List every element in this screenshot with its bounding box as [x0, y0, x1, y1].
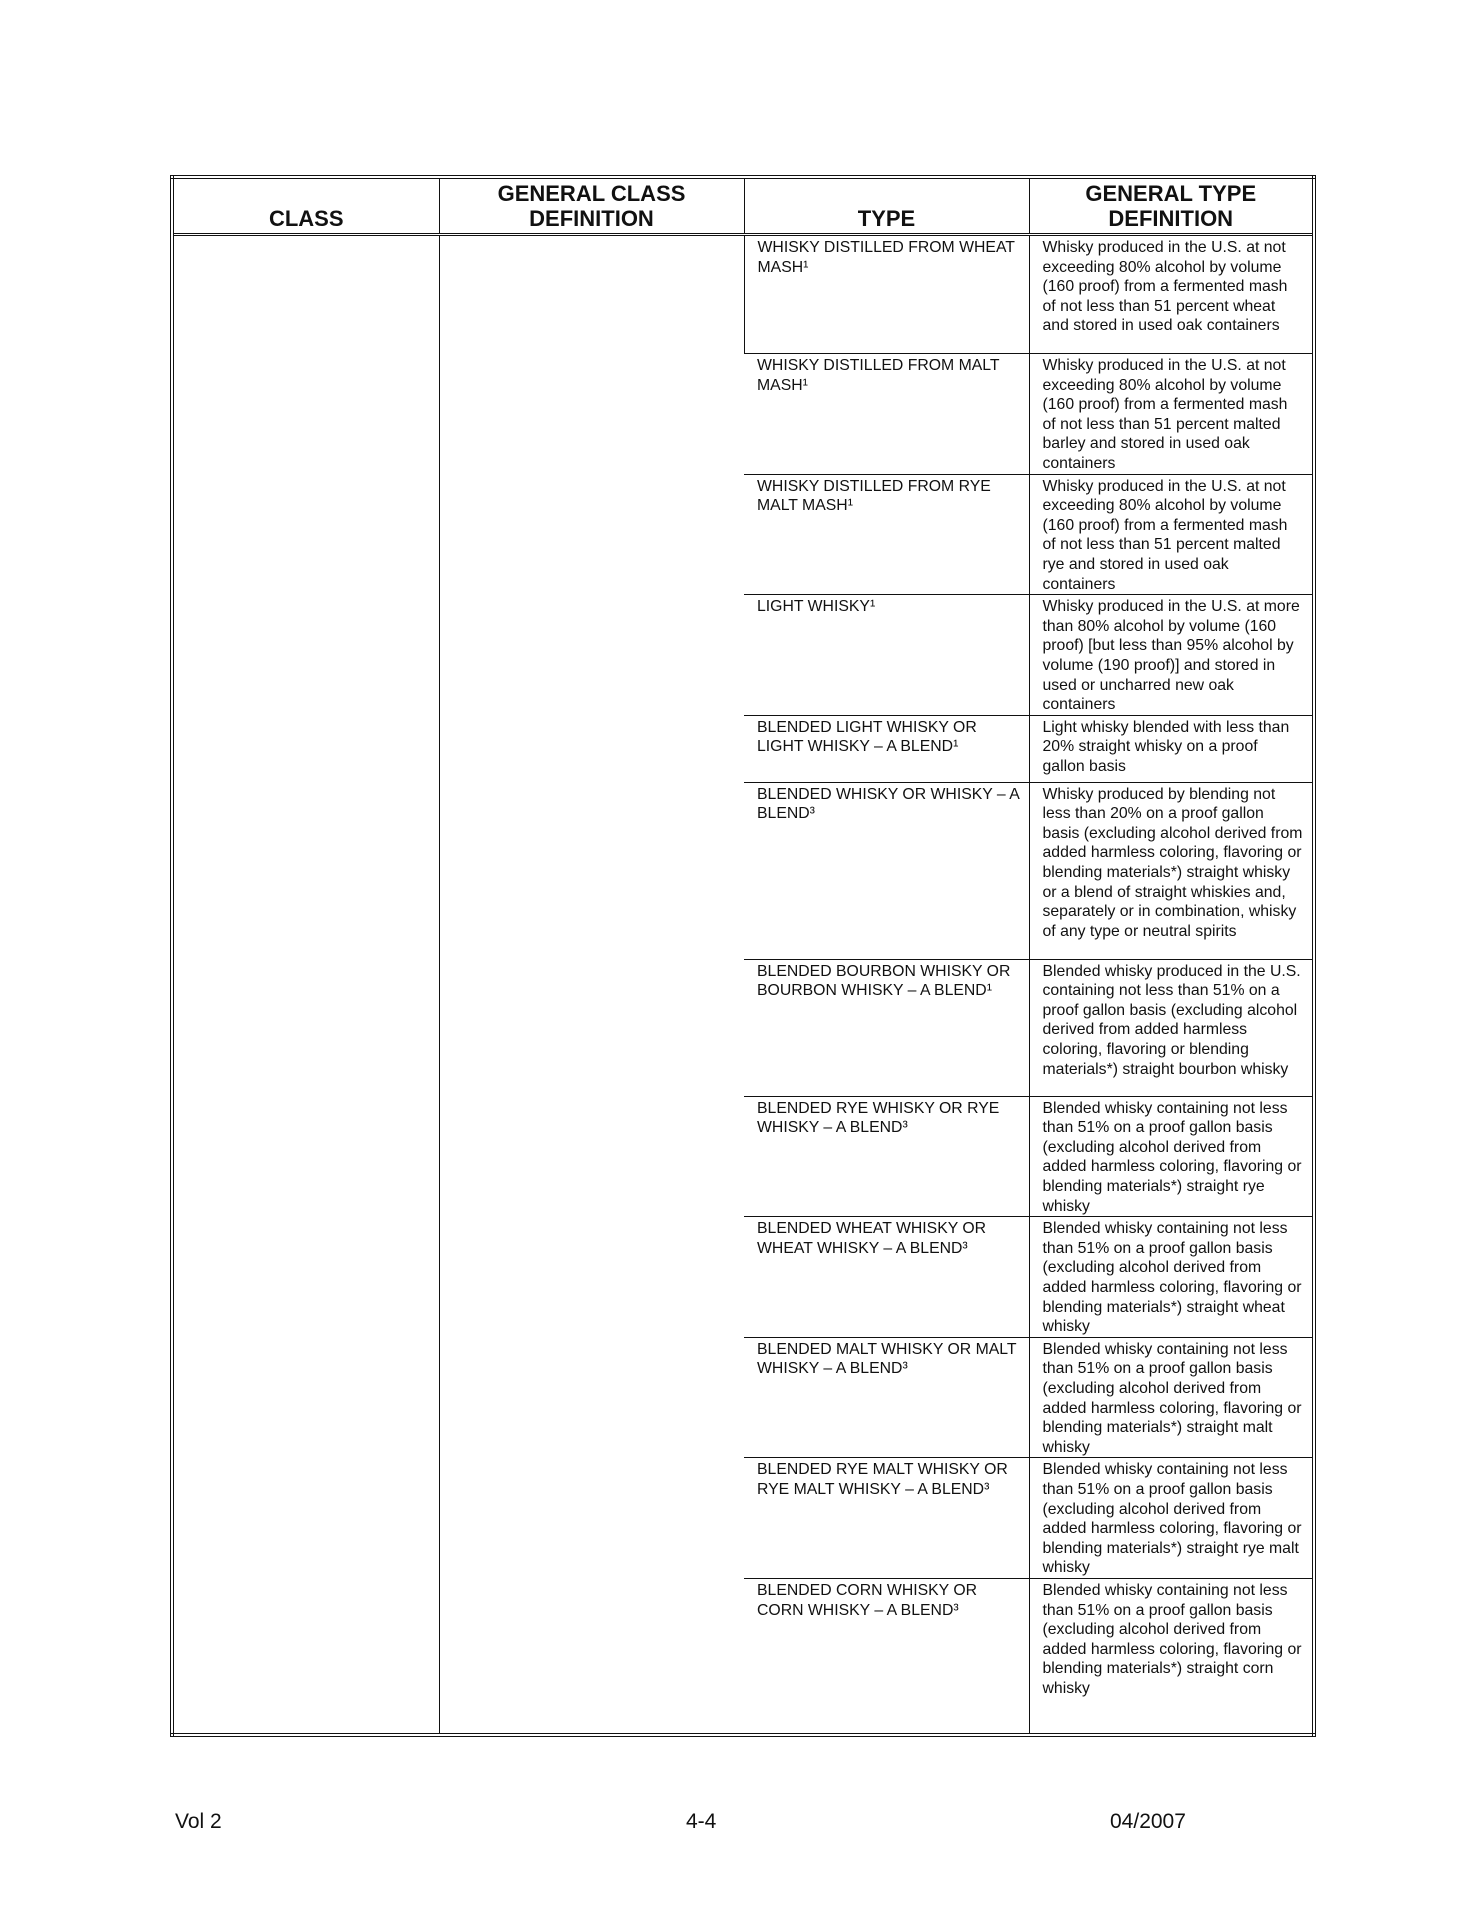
type-cell: WHISKY DISTILLED FROM RYE MALT MASH¹	[744, 474, 1029, 595]
type-definition-cell: Whisky produced by blending not less than 20% on a proof gallon basis (excluding alcohol derived from added harmless coloring, flavoring or blending materials*) straight whisky or a blend of straight whiskies and, separately or in combination, whisky of any type or neutral spirits	[1029, 782, 1314, 959]
type-cell: BLENDED RYE MALT WHISKY OR RYE MALT WHISKY – A BLEND³	[744, 1458, 1029, 1579]
class-cell	[172, 235, 439, 1736]
type-cell: WHISKY DISTILLED FROM WHEAT MASH¹	[744, 235, 1029, 354]
footer-page-number: 4-4	[686, 1810, 717, 1833]
whisky-class-type-table	[170, 175, 1316, 1737]
header-type: TYPE	[744, 177, 1029, 235]
type-definition-cell: Whisky produced in the U.S. at not exceeding 80% alcohol by volume (160 proof) from a fermented mash of not less than 51 percent malted barley and stored in used oak containers	[1029, 354, 1314, 475]
type-definition-cell: Blended whisky produced in the U.S. containing not less than 51% on a proof gallon basis (excluding alcohol derived from added harmless coloring, flavoring or blending materials*) straight bourbon whisky	[1029, 959, 1314, 1096]
type-cell: BLENDED BOURBON WHISKY OR BOURBON WHISKY – A BLEND¹	[744, 959, 1029, 1096]
header-row	[172, 177, 1314, 235]
type-definition-cell: Blended whisky containing not less than 51% on a proof gallon basis (excluding alcohol derived from added harmless coloring, flavoring or blending materials*) straight wheat whisky	[1029, 1217, 1314, 1338]
type-definition-cell: Light whisky blended with less than 20% straight whisky on a proof gallon basis	[1029, 715, 1314, 782]
table-row	[172, 235, 1314, 354]
type-definition-cell: Whisky produced in the U.S. at not exceeding 80% alcohol by volume (160 proof) from a fermented mash of not less than 51 percent malted rye and stored in used oak containers	[1029, 474, 1314, 595]
type-definition-cell: Blended whisky containing not less than 51% on a proof gallon basis (excluding alcohol derived from added harmless coloring, flavoring or blending materials*) straight malt whisky	[1029, 1337, 1314, 1458]
type-cell: WHISKY DISTILLED FROM MALT MASH¹	[744, 354, 1029, 475]
type-definition-cell: Whisky produced in the U.S. at not exceeding 80% alcohol by volume (160 proof) from a fermented mash of not less than 51 percent wheat and stored in used oak containers	[1029, 235, 1314, 354]
type-cell: BLENDED CORN WHISKY OR CORN WHISKY – A BLEND³	[744, 1578, 1029, 1735]
header-class: CLASS	[172, 177, 439, 235]
type-definition-cell: Blended whisky containing not less than 51% on a proof gallon basis (excluding alcohol derived from added harmless coloring, flavoring or blending materials*) straight corn whisky	[1029, 1578, 1314, 1735]
type-cell: BLENDED WHISKY OR WHISKY – A BLEND³	[744, 782, 1029, 959]
type-definition-cell: Whisky produced in the U.S. at more than 80% alcohol by volume (160 proof) [but less than 95% alcohol by volume (190 proof)] and stored in used or uncharred new oak containers	[1029, 595, 1314, 716]
header-general-type-definition: GENERAL TYPE DEFINITION	[1029, 177, 1314, 235]
type-cell: BLENDED WHEAT WHISKY OR WHEAT WHISKY – A BLEND³	[744, 1217, 1029, 1338]
type-definition-cell: Blended whisky containing not less than 51% on a proof gallon basis (excluding alcohol derived from added harmless coloring, flavoring or blending materials*) straight rye whisky	[1029, 1096, 1314, 1217]
type-cell: BLENDED RYE WHISKY OR RYE WHISKY – A BLEND³	[744, 1096, 1029, 1217]
footer-volume: Vol 2	[175, 1810, 222, 1833]
type-cell: LIGHT WHISKY¹	[744, 595, 1029, 716]
type-cell: BLENDED LIGHT WHISKY OR LIGHT WHISKY – A BLEND¹	[744, 715, 1029, 782]
type-definition-cell: Blended whisky containing not less than 51% on a proof gallon basis (excluding alcohol derived from added harmless coloring, flavoring or blending materials*) straight rye malt whisky	[1029, 1458, 1314, 1579]
type-cell: BLENDED MALT WHISKY OR MALT WHISKY – A BLEND³	[744, 1337, 1029, 1458]
general-class-definition-cell	[439, 235, 744, 1736]
header-general-class-definition: GENERAL CLASS DEFINITION	[439, 177, 744, 235]
footer-date: 04/2007	[1110, 1810, 1186, 1833]
